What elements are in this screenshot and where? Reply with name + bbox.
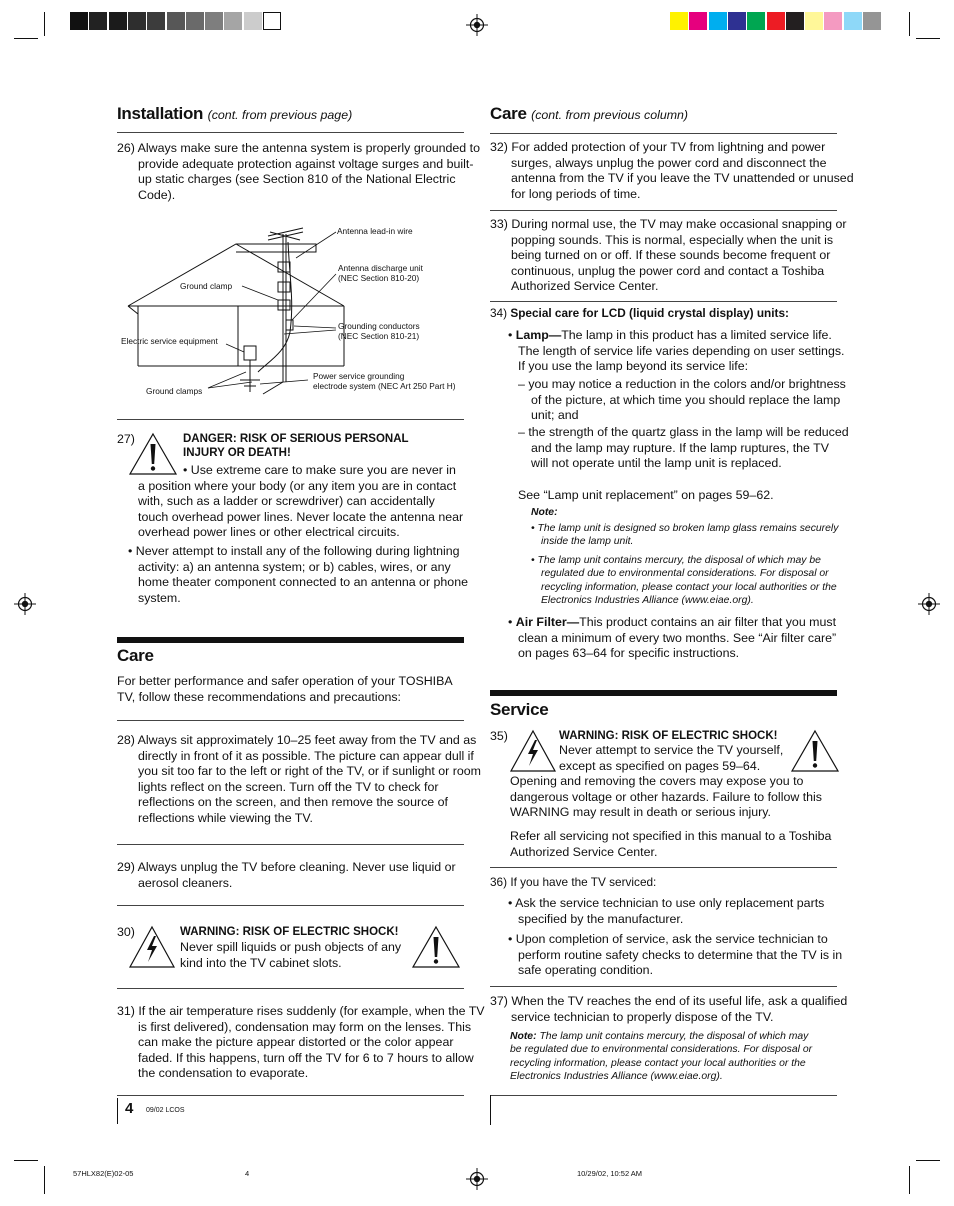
care-intro: For better performance and safer operation of your TOSHIBA TV, follow these recommendations and precautions: <box>117 674 452 704</box>
registration-mark-icon <box>14 593 36 615</box>
lamp-note-heading: Note: <box>531 507 558 518</box>
exclamation-warning-icon <box>790 729 840 773</box>
label-power-grounding-electrode: electrode system (NEC Art 250 Part H) <box>313 381 456 391</box>
page-number: 4 <box>125 1100 134 1117</box>
color-swatch <box>709 12 727 30</box>
color-swatch <box>786 12 804 30</box>
item-37: 37) When the TV reaches the end of its useful life, ask a qualified service technician to properly dispose of the TV. <box>490 994 848 1024</box>
item-35-body-1: Never attempt to service the TV yourself, except as specified on pages 59–64. <box>559 743 784 773</box>
lamp-note-1: • The lamp unit is designed so broken lamp glass remains securely inside the lamp unit. <box>531 523 839 548</box>
continuation-note: (cont. from previous column) <box>531 108 689 122</box>
doc-code: 09/02 LCOS <box>146 1107 185 1114</box>
color-swatch <box>728 12 746 30</box>
gray-swatch <box>263 12 281 30</box>
lamp-dash-1: – you may notice a reduction in the colors and/or brightness of the picture, at which time you should replace the lamp unit; and <box>518 377 846 423</box>
item-26: 26) Always make sure the antenna system is properly grounded to provide adequate protection against voltage surges and built-up static charges (see Section 810 of the National Electric Code). <box>117 141 480 202</box>
antenna-grounding-diagram <box>118 222 464 404</box>
installation-heading <box>117 104 465 124</box>
color-swatch <box>767 12 785 30</box>
lamp-see: See “Lamp unit replacement” on pages 59–62. <box>518 488 774 502</box>
label-grounding-conductors-section: (NEC Section 810-21) <box>338 331 420 341</box>
service-note <box>510 1030 820 1084</box>
care-cont-heading <box>490 104 837 124</box>
gray-swatch <box>167 12 185 30</box>
item-34-heading <box>490 307 837 321</box>
color-swatch <box>805 12 823 30</box>
item-27-body: • Use extreme care to make sure you are never in a position where your body (or any item you are in contact with, such as a ladder or screwdriver) can accidentally touch overhead power lines. Never locate the antenna near overhead power lines or other electrical circuits. <box>138 463 464 540</box>
gray-swatch <box>89 12 107 30</box>
gray-swatch <box>70 12 88 30</box>
item-33: 33) During normal use, the TV may make occasional snapping or popping sounds. This is normal, especially when the unit is being turned on or off. If these sounds become frequent or continuous, unplug the power cord and contact a Toshiba Authorized Service Center. <box>490 217 847 294</box>
file-page: 4 <box>245 1169 250 1178</box>
color-swatch <box>670 12 688 30</box>
service-note-heading: Note: <box>510 1031 537 1042</box>
item-35-number: 35) <box>490 729 508 743</box>
gray-swatch <box>109 12 127 30</box>
air-filter-text: This product contains an air filter that you must clean a minimum of every two months. See “Air filter care” on pages 63–64 for specific instructions. <box>518 615 837 661</box>
gray-swatch <box>128 12 146 30</box>
item-30-body: Never spill liquids or push objects of any kind into the TV cabinet slots. <box>180 940 402 970</box>
item-34-title: Special care for LCD (liquid crystal display) units: <box>510 306 789 320</box>
registration-mark-icon <box>466 1168 488 1190</box>
service-refer: Refer all servicing not specified in this manual to a Toshiba Authorized Service Center. <box>510 829 832 859</box>
lightning-warning-icon <box>128 925 176 969</box>
item-27-number: 27) <box>117 432 135 446</box>
label-ground-clamps: Ground clamps <box>146 386 203 396</box>
color-swatch <box>689 12 707 30</box>
item-27-bullet-2: • Never attempt to install any of the following during lightning activity: a) an antenna system; or b) cables, wires, or any home theater component connected to an antenna or phone system. <box>128 544 468 605</box>
color-swatch <box>824 12 842 30</box>
section-title: Installation <box>117 104 204 123</box>
item-29: 29) Always unplug the TV before cleaning. Never use liquid or aerosol cleaners. <box>117 860 456 890</box>
continuation-note: (cont. from previous page) <box>207 108 353 122</box>
color-swatch <box>844 12 862 30</box>
item-36: 36) If you have the TV serviced: <box>490 875 657 889</box>
item-28: 28) Always sit approximately 10–25 feet away from the TV and as directly in front of it as possible. The picture can appear dull if you sit too far to the left or right of the TV, or if sunlight or room lights reflect on the screen. Turn off the TV to check for reflections on the screen, and then remove the source of reflections while viewing the TV. <box>117 733 481 825</box>
file-name: 57HLX82(E)02-05 <box>73 1169 134 1178</box>
air-filter-label: Air Filter— <box>515 615 580 629</box>
exclamation-warning-icon <box>411 925 461 969</box>
gray-swatch <box>244 12 262 30</box>
color-swatch <box>863 12 881 30</box>
label-power-grounding: Power service grounding <box>313 371 405 381</box>
gray-swatch <box>205 12 223 30</box>
item-30-heading: WARNING: RISK OF ELECTRIC SHOCK! <box>180 926 399 938</box>
item-34-number: 34) <box>490 306 508 320</box>
registration-mark-icon <box>918 593 940 615</box>
color-swatch <box>747 12 765 30</box>
lamp-note-2: • The lamp unit contains mercury, the disposal of which may be regulated due to environmental considerations. For disposal or recycling information, please contact your local authorities or the Electronics Industries Alliance (www.eiae.org). <box>531 555 837 607</box>
label-discharge-unit: Antenna discharge unit <box>338 263 423 273</box>
item-30-number: 30) <box>117 925 135 939</box>
service-heading: Service <box>490 700 549 719</box>
label-electric-service: Electric service equipment <box>121 336 218 346</box>
label-grounding-conductors: Grounding conductors <box>338 321 420 331</box>
gray-swatch <box>186 12 204 30</box>
label-ground-clamp: Ground clamp <box>180 281 233 291</box>
lamp-label: Lamp— <box>515 328 562 342</box>
gray-swatch <box>224 12 242 30</box>
lamp-dash-2: – the strength of the quartz glass in the lamp will be reduced and the lamp may rupture. If the lamp ruptures, the TV will not operate until the lamp unit is replaced. <box>518 425 849 471</box>
item-32: 32) For added protection of your TV from lightning and power surges, always unplug the power cord and disconnect the antenna from the TV if you leave the TV unattended or unused for long periods of time. <box>490 140 854 201</box>
item-36-bullet-2: • Upon completion of service, ask the service technician to perform routine safety checks to determine that the TV is in safe operating condition. <box>508 932 843 978</box>
care-heading: Care <box>117 646 154 665</box>
lamp-bullet: • Lamp—The lamp in this product has a limited service life. The length of service life varies depending on user settings. If you use the lamp beyond its service life: <box>508 328 845 374</box>
gray-swatch <box>147 12 165 30</box>
service-note-text: The lamp unit contains mercury, the disposal of which may be regulated due to environmental considerations. For disposal or recycling information, please contact your local authorities or the Electronics Industries Alliance (www.eiae.org). <box>510 1031 813 1083</box>
label-discharge-unit-section: (NEC Section 810-20) <box>338 273 420 283</box>
label-antenna-lead-in: Antenna lead-in wire <box>337 226 413 236</box>
lightning-warning-icon <box>509 729 557 773</box>
file-date: 10/29/02, 10:52 AM <box>577 1169 643 1178</box>
item-35-body-2: Opening and removing the covers may expose you to dangerous voltage or other hazards. Failure to follow this WARNING may result in death or serious injury. <box>510 774 823 820</box>
registration-mark-icon <box>466 14 488 36</box>
air-filter-bullet: • Air Filter—This product contains an air filter that you must clean a minimum of every two months. See “Air filter care” on pages 63–64 for specific instructions. <box>508 615 837 661</box>
item-31: 31) If the air temperature rises suddenly (for example, when the TV is first delivered), condensation may form on the lenses. This can make the picture appear distorted or the color appear faded. If this happens, turn off the TV for 6 to 7 hours to allow the condensation to evaporate. <box>117 1004 485 1081</box>
item-27-heading: DANGER: RISK OF SERIOUS PERSONAL INJURY OR DEATH! <box>183 433 409 459</box>
section-title: Care <box>490 104 527 123</box>
item-36-bullet-1: • Ask the service technician to use only replacement parts specified by the manufacturer. <box>508 896 825 926</box>
item-35-heading: WARNING: RISK OF ELECTRIC SHOCK! <box>559 730 778 742</box>
lamp-text: The lamp in this product has a limited service life. The length of service life varies depending on user settings. If you use the lamp beyond its service life: <box>518 328 845 374</box>
